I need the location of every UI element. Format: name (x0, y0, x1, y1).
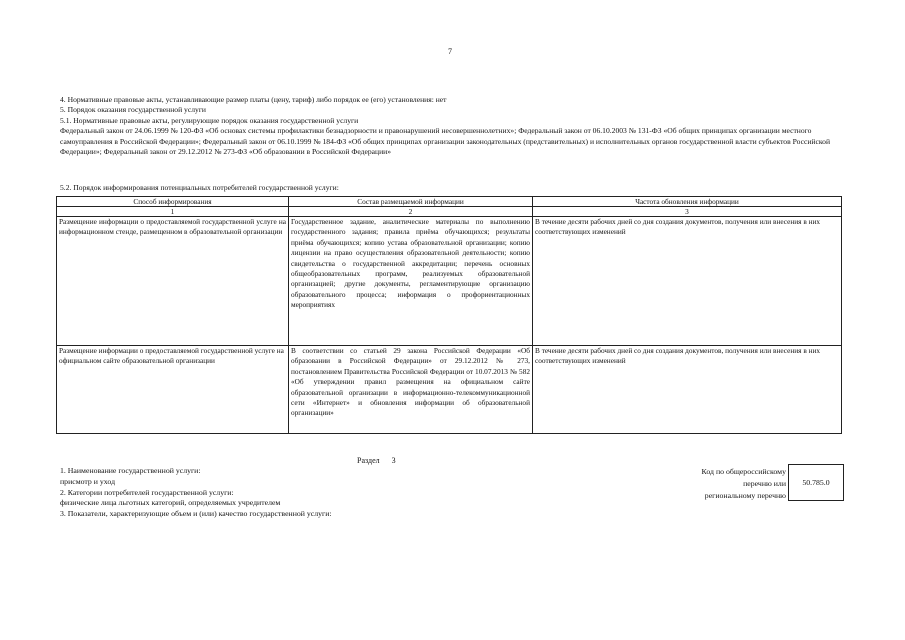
table-number-row (57, 207, 842, 217)
registry-code-label (600, 466, 786, 501)
section-heading-number: 3 (391, 456, 396, 465)
column-number: 1 (57, 207, 289, 217)
category-value: физические лица льготных категорий, определяемых учредителем (60, 498, 281, 508)
service-name-value: присмотр и уход (60, 476, 116, 486)
category-label: 2. Категории потребителей государственной услуги: (60, 487, 234, 497)
table-row (57, 217, 842, 346)
indicators-label: 3. Показатели, характеризующие объем и (или) качество государственной услуги: (60, 509, 332, 519)
section-heading-label: Раздел (357, 456, 380, 465)
informing-table (56, 196, 842, 434)
service-description (60, 466, 620, 520)
table-row (57, 346, 842, 434)
header-frequency: Частота обновления информации (533, 197, 842, 207)
cell-content: Государственное задание, аналитические материалы по выполнению государственного задания; правила приёма обучающихся; результаты приёма обучающихся; копию устава образовательной организации; копию лицензии на право осуществления образовательной деятельности; копию свидетельства о государственной аккредитации; перечень основных общеобразовательных программ, реализуемых образовательной организацией; другие документы, регламентирующие организацию образовательного процесса; информация о профориентационных мероприятиях (289, 217, 533, 346)
registry-code-value: 50.785.0 (802, 478, 830, 487)
section-5-line: 5. Порядок оказания государственной услуги (60, 105, 206, 115)
table-header-row (57, 197, 842, 207)
service-name-label: 1. Наименование государственной услуги: (60, 466, 201, 475)
normative-acts-text: Федеральный закон от 24.06.1999 № 120-ФЗ «Об основах системы профилактики безнадзорности и правонарушений несовершеннолетних»; Федеральный закон от 06.10.2003 № 131-ФЗ «Об общих принципах организации местного самоуправления в Российской Федерации»; Федеральный закон от 06.10.1999 № 184-ФЗ «Об общих принципах организации законодательных (представительных) и исполнительных органов государственной власти субъектов Российской Федерации»; Федеральный закон от 29.12.2012 № 273-ФЗ «Об образовании в Российской Федерации» (60, 126, 831, 157)
section-5-1-line: 5.1. Нормативные правовые акты, регулирующие порядок оказания государственной услуги (60, 115, 359, 125)
cell-method: Размещение информации о предоставляемой государственной услуге на информационном стенде, размещенном в образовательной организации (57, 217, 289, 346)
registry-code-label-line: региональному перечню (704, 490, 786, 500)
cell-frequency: В течение десяти рабочих дней со дня создания документов, получения или внесения в них соответствующих изменений (533, 217, 842, 346)
cell-content: В соответствии со статьей 29 закона Российской Федерации «Об образовании в Российской Федерации» от 29.12.2012 № 273, постановлением Правительства Российской Федерации от 10.07.2013 № 582 «Об утверждении правил размещения на официальном сайте образовательной организации в информационно-телекоммуникационной сети «Интернет» и обновления информации об образовательной организации» (289, 346, 533, 434)
header-method: Способ информирования (57, 197, 289, 207)
cell-method: Размещение информации о предоставляемой государственной услуге на официальном сайте образовательной организации (57, 346, 289, 434)
section-heading (357, 456, 396, 465)
page-number: 7 (448, 47, 452, 56)
section-4-5-text (60, 95, 850, 157)
registry-code-label-line: перечню или (743, 478, 786, 488)
registry-code-box (788, 464, 844, 501)
cell-frequency: В течение десяти рабочих дней со дня создания документов, получения или внесения в них соответствующих изменений (533, 346, 842, 434)
column-number: 3 (533, 207, 842, 217)
section-4-line: 4. Нормативные правовые акты, устанавливающие размер платы (цену, тариф) либо порядок ее (его) установления: нет (60, 95, 447, 104)
column-number: 2 (289, 207, 533, 217)
header-content: Состав размещаемой информации (289, 197, 533, 207)
registry-code-label-line: Код по общероссийскому (701, 467, 786, 476)
section-5-2-title: 5.2. Порядок информирования потенциальных потребителей государственной услуги: (60, 183, 339, 192)
